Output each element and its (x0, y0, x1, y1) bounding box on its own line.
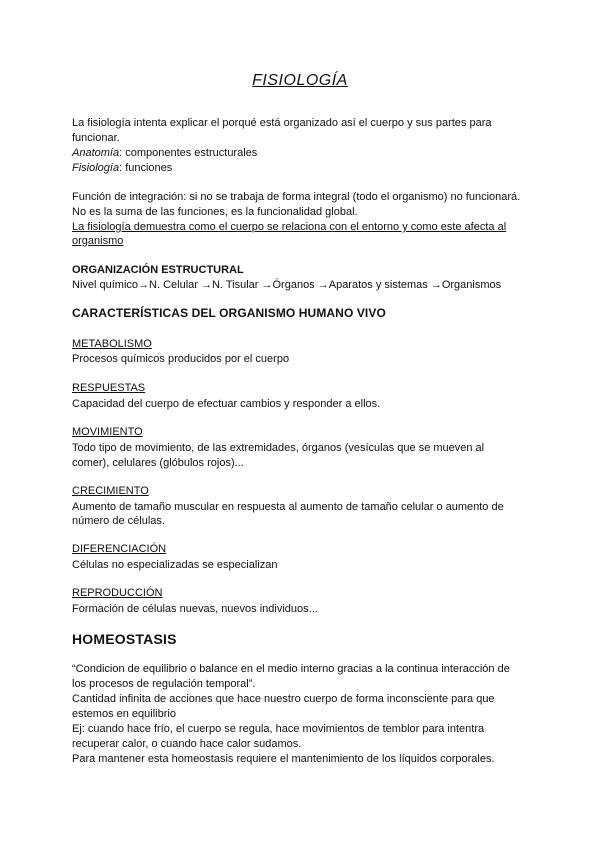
diferenciacion-text: Células no especializadas se especializan (72, 559, 278, 571)
anatomia-label: Anatomía (72, 147, 120, 159)
integracion-line-1: Función de integración: si no se trabaja de forma integral (todo el organismo) no funcionará. (72, 191, 521, 203)
respuestas-text: Capacidad del cuerpo de efectuar cambios y responder a ellos. (72, 398, 381, 410)
homeostasis-line-4: estemos en equilibrio (72, 708, 176, 720)
intro-line-1: La fisiología intenta explicar el porqué está organizado así el cuerpo y sus partes para (72, 117, 492, 129)
crecimiento-text-2: número de células. (72, 515, 165, 527)
crecimiento-text-1: Aumento de tamaño muscular en respuesta al aumento de tamaño celular o aumento de (72, 501, 504, 513)
caracteristicas-heading: CARACTERÍSTICAS DEL ORGANISMO HUMANO VIVO (72, 306, 386, 320)
respuestas-label: RESPUESTAS (72, 382, 146, 394)
integracion-line-2: No es la suma de las funciones, es la funcionalidad global. (72, 206, 358, 218)
homeostasis-heading: HOMEOSTASIS (72, 631, 177, 647)
homeostasis-line-3: Cantidad infinita de acciones que hace nuestro cuerpo de forma inconsciente para que (72, 693, 495, 705)
homeostasis-line-7: Para mantener esta homeostasis requiere el mantenimiento de los líquidos corporales. (72, 753, 495, 765)
fisiologia-label: Fisiología (72, 162, 120, 174)
homeostasis-line-6: recuperar calor, o cuando hace calor sudamos. (72, 738, 302, 750)
integracion-underlined-1: La fisiología demuestra como el cuerpo se relaciona con el entorno y como este afecta al (72, 221, 507, 233)
crecimiento-label: CRECIMIENTO (72, 485, 149, 497)
integracion-underlined-2: organismo (72, 235, 124, 247)
movimiento-text-1: Todo tipo de movimiento, de las extremidades, órganos (vesículas que se mueven al (72, 442, 485, 454)
reproduccion-label: REPRODUCCIÓN (72, 587, 163, 599)
homeostasis-line-5: Ej: cuando hace frío, el cuerpo se regula, hace movimientos de temblor para intentra (72, 723, 485, 735)
diferenciacion-label: DIFERENCIACIÓN (72, 543, 167, 555)
intro-line-2: funcionar. (72, 132, 120, 144)
metabolismo-text: Procesos químicos producidos por el cuerpo (72, 353, 290, 365)
homeostasis-line-1: “Condicion de equilibrio o balance en el medio interno gracias a la continua interacción de (72, 663, 510, 675)
anatomia-text: : componentes estructurales (119, 147, 258, 159)
fisiologia-text: : funciones (119, 162, 173, 174)
organizacion-heading: ORGANIZACIÓN ESTRUCTURAL (72, 264, 244, 276)
movimiento-label: MOVIMIENTO (72, 426, 143, 438)
anatomia-definition (72, 146, 527, 161)
homeostasis-line-2: los procesos de regulación temporal”. (72, 678, 256, 690)
metabolismo-label: METABOLISMO (72, 338, 152, 350)
reproduccion-text: Formación de células nuevas, nuevos individuos... (72, 603, 318, 615)
movimiento-text-2: comer), celulares (glóbulos rojos)... (72, 457, 244, 469)
page-title: FISIOLOGÍA (252, 72, 348, 89)
organizacion-levels: Nivel químico→N. Celular →N. Tisular →Órganos →Aparatos y sistemas →Organismos (72, 279, 502, 291)
fisiologia-definition (72, 161, 527, 176)
